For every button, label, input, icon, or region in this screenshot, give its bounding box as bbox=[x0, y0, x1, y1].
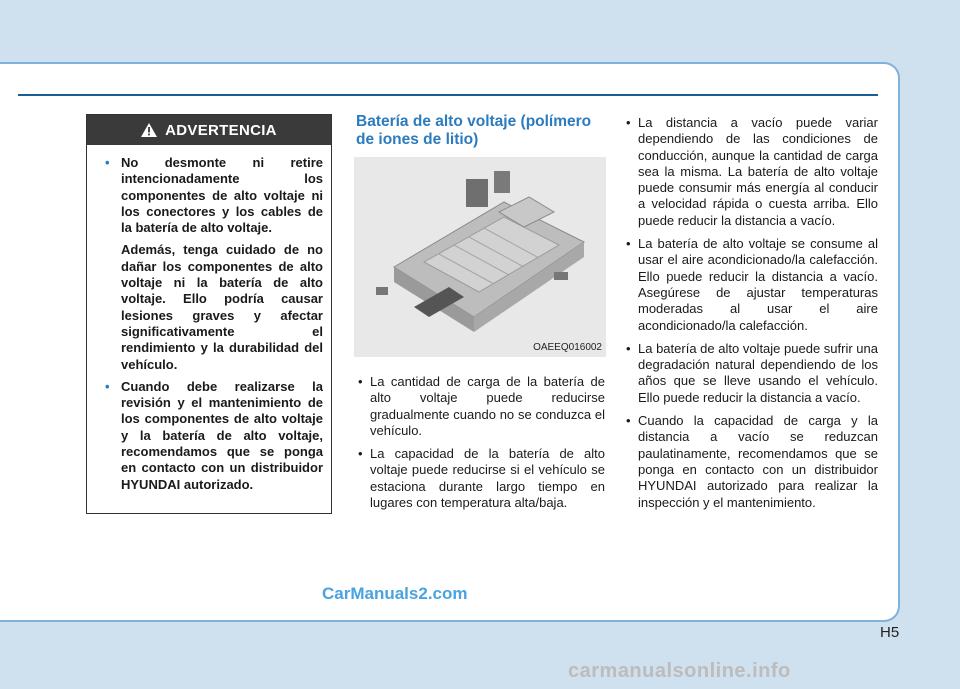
battery-pack-illustration bbox=[354, 157, 606, 357]
bullet-icon: • bbox=[358, 446, 363, 462]
right-bullet-list bbox=[624, 115, 878, 518]
bullet-icon: • bbox=[626, 115, 631, 130]
page-number: H5 bbox=[880, 624, 900, 641]
list-item-text: La batería de alto voltaje se consume al usar el aire acondicionado/la calefacción. Ello puede reducir la distancia a vacío. Asegúrese de ajustar temperaturas moderadas al usar el aire acondicionado/la calefacción. bbox=[638, 236, 878, 333]
warning-body bbox=[87, 145, 331, 493]
middle-bullet-list bbox=[356, 374, 605, 518]
bullet-icon: • bbox=[626, 413, 631, 429]
warning-item bbox=[105, 155, 323, 373]
list-item-text: La distancia a vacío puede variar dependiendo de las condiciones de conducción, aunque la cantidad de carga sea la misma. La batería de alto voltaje puede consumir más energía al conducir a velocidad rápida o cuesta arriba. Ello puede reducir la distancia a vacío. bbox=[638, 115, 878, 228]
list-item bbox=[624, 341, 878, 406]
warning-header bbox=[87, 115, 331, 145]
list-item-text: La cantidad de carga de la batería de alto voltaje puede reducirse gradualmente cuando no se conduzca el vehículo. bbox=[370, 374, 605, 438]
bullet-icon: • bbox=[626, 340, 631, 356]
warning-text: No desmonte ni retire intencionadamente los componentes de alto voltaje ni los conectores y los cables de la batería de alto voltaje. bbox=[121, 155, 323, 236]
warning-text: Además, tenga cuidado de no dañar los componentes de alto voltaje ni la batería de alto voltaje. Ello podría causar lesiones graves y afectar significativamente el rendimiento y la durabilidad del vehículo. bbox=[121, 242, 323, 372]
list-item bbox=[356, 374, 605, 439]
bullet-icon: • bbox=[358, 374, 363, 389]
list-item-text: Cuando la capacidad de carga y la distancia a vacío se reduzcan paulatinamente, recomendamos que se ponga en contacto con un distribuidor HYUNDAI autorizado para realizar la inspección y el mantenimiento. bbox=[638, 413, 878, 510]
bullet-icon: • bbox=[105, 155, 110, 170]
warning-triangle-icon bbox=[141, 123, 157, 137]
list-item bbox=[624, 115, 878, 229]
site-link[interactable]: CarManuals2.com bbox=[322, 584, 468, 603]
list-item-text: La capacidad de la batería de alto voltaje puede reducirse si el vehículo se estaciona durante largo tiempo en lugares con temperatura alta/baja. bbox=[370, 446, 605, 511]
battery-photo bbox=[354, 157, 606, 357]
list-item-text: La batería de alto voltaje puede sufrir una degradación natural dependiendo de los años que se lleve usando el vehículo. Ello puede reducir la distancia a vacío. bbox=[638, 340, 878, 405]
list-item bbox=[624, 413, 878, 511]
header-rule bbox=[18, 94, 878, 96]
warning-header-label: ADVERTENCIA bbox=[165, 121, 277, 139]
warning-text: Cuando debe realizarse la revisión y el mantenimiento de los componentes de alto voltaje y la batería de alto voltaje, recomendamos que se ponga en contacto con un distribuidor HYUNDAI autorizado. bbox=[121, 378, 323, 492]
list-item bbox=[356, 446, 605, 511]
section-title: Batería de alto voltaje (polímero de iones de litio) bbox=[356, 113, 592, 148]
watermark-text: carmanualsonline.info bbox=[568, 660, 791, 682]
bullet-icon: • bbox=[626, 236, 631, 252]
warning-box bbox=[86, 114, 332, 514]
bullet-icon: • bbox=[105, 378, 110, 394]
warning-item bbox=[105, 379, 323, 493]
figure-code: OAEEQ016002 bbox=[533, 342, 602, 353]
list-item bbox=[624, 236, 878, 334]
